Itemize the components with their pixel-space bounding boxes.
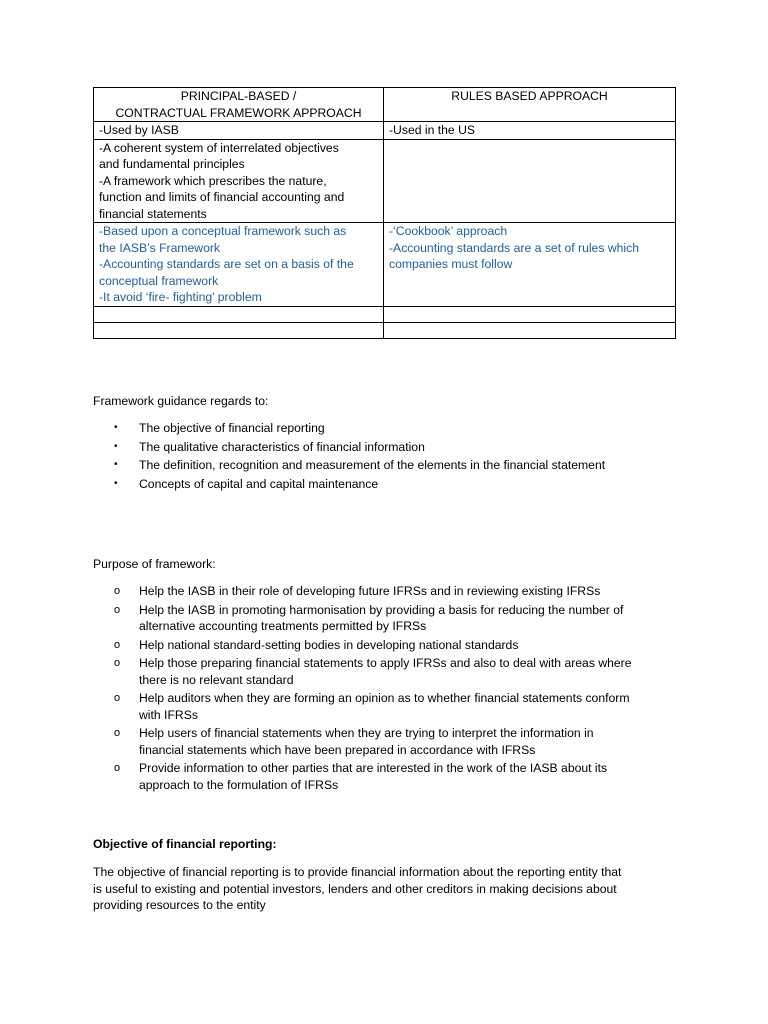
comparison-table [93,87,676,339]
list-item: o Help the IASB in their role of developing future IFRSs and in reviewing existing IFRSs [114,584,601,598]
bullet-icon: • [114,440,118,452]
table-row [94,323,676,339]
list-item: o Help national standard-setting bodies in developing national standards [114,637,519,652]
table-row [94,307,676,323]
circle-bullet-icon: o [114,657,121,669]
bullet-icon: • [114,459,118,470]
framework-guidance-heading: Framework guidance regards to: [93,394,269,408]
table-cell: -A coherent system of interrelated objectives and fundamental principles -A framework which prescribes the nature, function and limits of financial accounting and financial statements [94,139,384,223]
table-header-row [94,88,676,122]
table-row [94,122,676,140]
circle-bullet-icon: o [114,585,121,597]
bullet-icon: • [114,422,118,433]
list-item: • The objective of financial reporting [114,421,325,435]
circle-bullet-icon: o [114,727,121,739]
list-item: • Concepts of capital and capital maintenance [114,476,379,491]
table-cell: -‘Cookbook’ approach -Accounting standards are a set of rules which companies must follow [384,223,676,307]
framework-guidance-list [93,420,663,494]
purpose-heading: Purpose of framework: [93,557,216,571]
purpose-list [93,583,663,795]
table-cell: -Based upon a conceptual framework such as the IASB’s Framework -Accounting standards are set on a basis of the conceptual framework -It avoid ‘fire- fighting’ problem [94,223,384,307]
table-row [94,139,676,223]
table-cell [384,323,676,339]
list-item: o Help those preparing financial statements to apply IFRSs and also to deal with areas where there is no relevant standard [114,656,632,687]
list-item: o Provide information to other parties that are interested in the work of the IASB about its approach to the formulation of IFRSs [114,761,608,792]
circle-bullet-icon: o [114,638,121,651]
list-item: o Help the IASB in promoting harmonisation by providing a basis for reducing the number of alternative accounting treatments permitted by IFRSs [114,602,624,633]
circle-bullet-icon: o [114,762,121,774]
table-cell [384,139,676,223]
list-item: • The definition, recognition and measurement of the elements in the financial statement [114,458,606,472]
bullet-icon: • [114,477,118,489]
table-row [94,223,676,307]
list-item: o Help auditors when they are forming an opinion as to whether financial statements conform with IFRSs [114,691,630,722]
list-item: o Help users of financial statements when they are trying to interpret the information in financial statements which have been prepared in accordance with IFRSs [114,726,594,757]
circle-bullet-icon: o [114,692,121,704]
objective-heading: Objective of financial reporting: [93,837,277,851]
table-cell: -Used by IASB [94,122,384,140]
list-item: • The qualitative characteristics of financial information [114,439,425,454]
rules-based-header: RULES BASED APPROACH [384,88,676,122]
table-cell [94,323,384,339]
objective-paragraph: The objective of financial reporting is to provide financial information about the reporting entity that is useful to existing and potential investors, lenders and other creditors in making decisions about providing resources to the entity [93,865,622,912]
circle-bullet-icon: o [114,603,121,616]
principal-based-header: PRINCIPAL-BASED / CONTRACTUAL FRAMEWORK APPROACH [94,88,384,122]
table-cell [94,307,384,323]
table-cell: -Used in the US [384,122,676,140]
table-cell [384,307,676,323]
